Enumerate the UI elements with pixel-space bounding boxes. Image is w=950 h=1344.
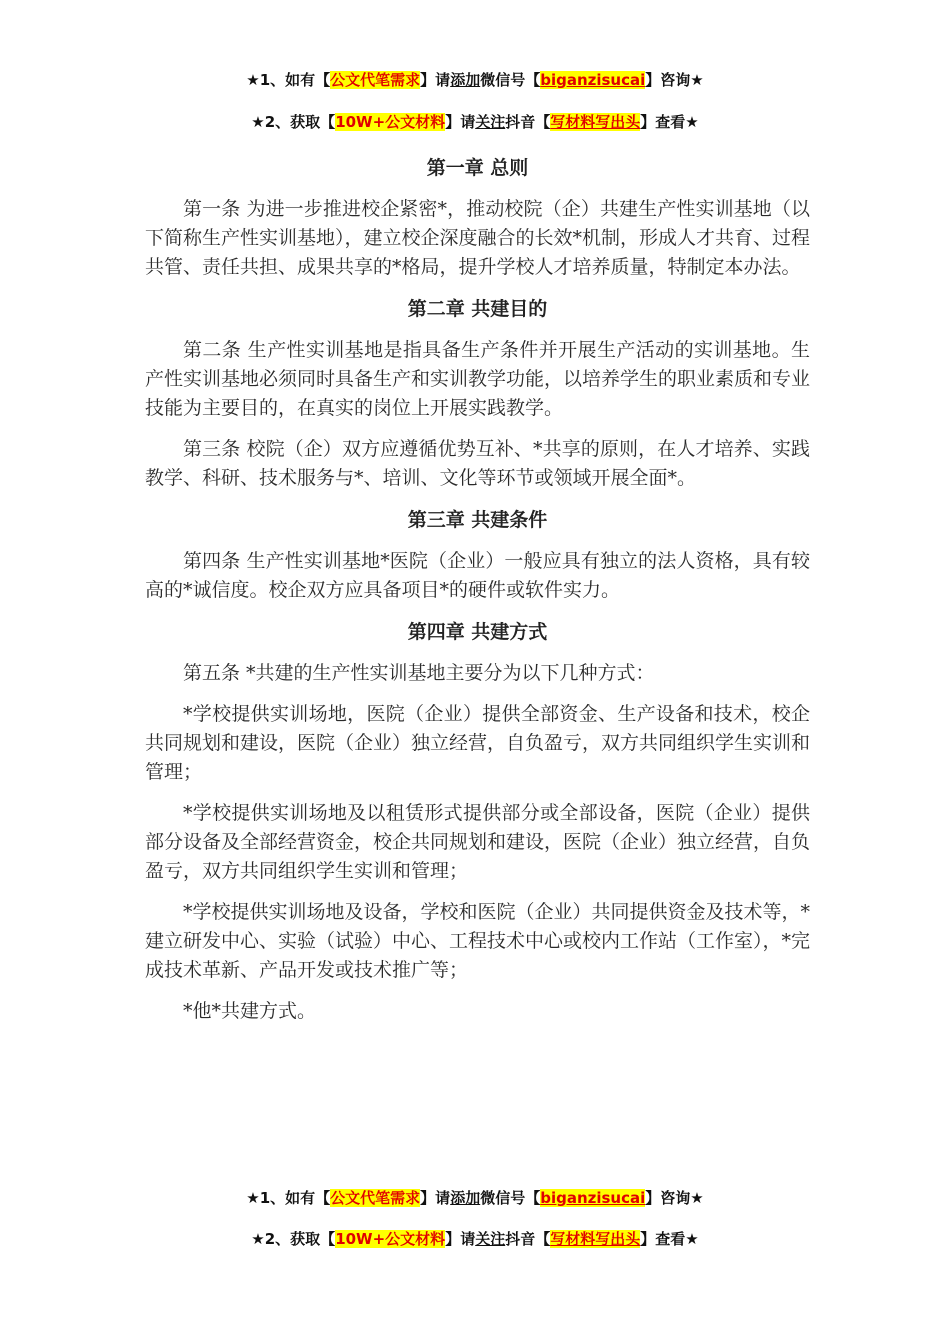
article-paragraph: 第五条 *共建的生产性实训基地主要分为以下几种方式： <box>183 662 655 684</box>
header-banner-line1: ★1、如有【公文代笔需求】请添加微信号【biganzisucai】咨询★ <box>246 71 704 89</box>
chapter-heading: 第四章 共建方式 <box>407 621 548 643</box>
highlight-materials: 10W+公文材料 <box>335 113 446 131</box>
douyin-account: 写材料写出头 <box>550 113 641 131</box>
article-paragraph: 第一条 为进一步推进校企紧密*，推动校院（企）共建生产性实训基地（以下简称生产性实训基地），建立校企深度融合的长效*机制，形成人才共育、过程共管、责任共担、成果共享的*格局，提升学校人才培养质量，特制定本办法。 <box>145 198 811 278</box>
chapter-heading: 第一章 总则 <box>426 157 529 179</box>
wechat-id: biganzisucai <box>540 71 646 89</box>
list-item: *他*共建方式。 <box>183 1000 317 1022</box>
list-item: *学校提供实训场地及设备，学校和医院（企业）共同提供资金及技术等，*建立研发中心、实验（试验）中心、工程技术中心或校内工作站（工作室），*完成技术革新、产品开发或技术推广等； <box>145 901 811 981</box>
chapter-heading: 第二章 共建目的 <box>407 298 548 320</box>
article-paragraph: 第四条 生产性实训基地*医院（企业）一般应具有独立的法人资格，具有较高的*诚信度。校企双方应具备项目*的硬件或软件实力。 <box>145 550 810 601</box>
article-paragraph: 第三条 校院（企）双方应遵循优势互补、*共享的原则，在人才培养、实践教学、科研、技术服务与*、培训、文化等环节或领域开展全面*。 <box>145 438 810 489</box>
list-item: *学校提供实训场地，医院（企业）提供全部资金、生产设备和技术，校企共同规划和建设，医院（企业）独立经营，自负盈亏，双方共同组织学生实训和管理； <box>145 703 811 783</box>
list-item: *学校提供实训场地及以租赁形式提供部分或全部设备，医院（企业）提供部分设备及全部经营资金，校企共同规划和建设，医院（企业）独立经营，自负盈亏，双方共同组织学生实训和管理； <box>145 802 811 882</box>
article-paragraph: 第二条 生产性实训基地是指具备生产条件并开展生产活动的实训基地。生产性实训基地必须同时具备生产和实训教学功能，以培养学生的职业素质和专业技能为主要目的，在真实的岗位上开展实践教学。 <box>145 339 811 419</box>
highlight-service: 公文代笔需求 <box>330 71 421 89</box>
footer-banner-line1: ★1、如有【公文代笔需求】请添加微信号【biganzisucai】咨询★ <box>246 1189 704 1207</box>
highlight-service: 公文代笔需求 <box>330 1189 421 1207</box>
chapter-heading: 第三章 共建条件 <box>407 509 548 531</box>
header-banner-line2: ★2、获取【10W+公文材料】请关注抖音【写材料写出头】查看★ <box>251 113 699 131</box>
wechat-id: biganzisucai <box>540 1189 646 1207</box>
document-body <box>145 153 810 1038</box>
footer-banner-line2: ★2、获取【10W+公文材料】请关注抖音【写材料写出头】查看★ <box>251 1230 699 1248</box>
highlight-materials: 10W+公文材料 <box>335 1230 446 1248</box>
douyin-account: 写材料写出头 <box>550 1230 641 1248</box>
